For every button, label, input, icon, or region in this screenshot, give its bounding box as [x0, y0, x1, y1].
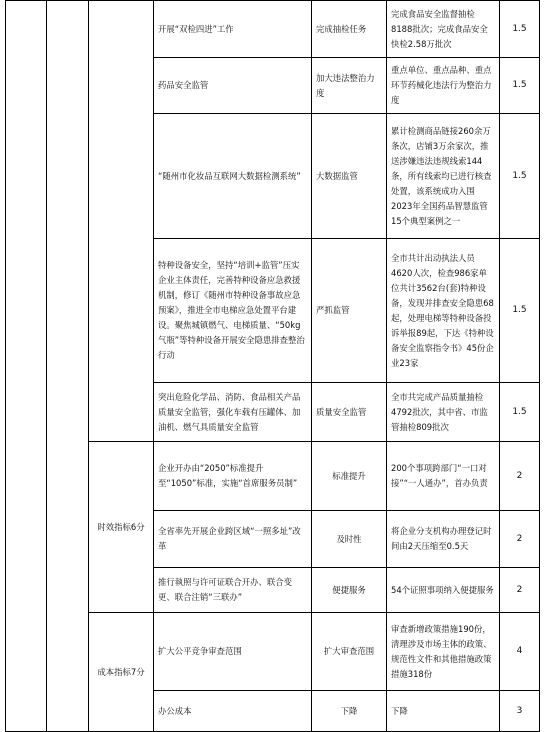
row-content: “随州市化妆品互联网大数据检测系统”: [158, 170, 301, 181]
row-content: 全省率先开展企业跨区域“一照多址”改革: [158, 526, 301, 551]
group-label-cost: 成本指标7分: [97, 666, 145, 677]
row-category: 下降: [340, 705, 358, 716]
row-content: 扩大公平竞争审查范围: [158, 646, 242, 656]
group-label-timeliness: 时效指标6分: [97, 521, 145, 532]
row-category: 扩大审查范围: [323, 646, 375, 656]
row-category: 及时性: [336, 533, 362, 544]
row-score: 4: [516, 646, 523, 656]
row-score: 2: [516, 584, 523, 595]
row-result: 54个证照事项纳入便捷服务: [391, 584, 494, 595]
row-category: 大数据监管: [316, 170, 358, 181]
row-score: 1.5: [512, 406, 527, 417]
row-content: 企业开办由“2050”标准提升至“1050”标准，实施“首席服务员制”: [158, 463, 298, 488]
row-result: 将企业分支机构办理登记时间由2天压缩至0.5天: [391, 526, 492, 551]
row-result: 累计检测商品链接260余万条次，店铺3万余家次，推送涉嫌违法违规线索144条，所有线索均已进行核查处置，该系统成功入围2023年全国药品智慧监管15个典型案例之一: [391, 125, 492, 226]
row-content: 开展“双检四进”工作: [158, 23, 234, 34]
row-content: 推行執照与许可证联合开办、联合变更、联合注销“三联办”: [158, 577, 292, 602]
row-result: 全市共完成产品质量抽检4792批次，其中省、市监管抽检809批次: [391, 391, 488, 432]
row-category: 完成抽检任务: [316, 23, 367, 34]
row-score: 3: [516, 705, 523, 716]
row-category: 严抓监管: [316, 305, 350, 315]
row-content: 办公成本: [158, 705, 192, 716]
row-content: 特种设备安全，坚持“培训+监管”压实企业主体责任，完善特种设备应急救援机制，修订《随州市特种设备事故应急预案》，推进全市电梯应急处置平台建设。聚焦城镇燃气、电梯质量、“50kg气瓶”等特种设备开展安全隐患排查整治行动: [158, 260, 305, 360]
row-result: 200个事项跨部门“一口对接”“一人通办”，首办负责: [391, 463, 488, 488]
row-result: 审查新增政策措施190份，清理涉及市场主体的政策、规范性文件和其他措施政策措施318份: [391, 623, 492, 679]
row-score: 1.5: [512, 80, 527, 90]
row-result: 全市共计出动执法人员4620人次，检查986家单位共计3562台(套)特种设备，发现并排查安全隐患68起，处理电梯等特种设备投诉举报89起，下达《特种设备安全监察指令书》45份企业23家: [391, 252, 494, 368]
row-score: 2: [516, 470, 523, 481]
row-category: 加大违法整治力度: [316, 72, 375, 98]
row-content: 药品安全监管: [158, 80, 209, 90]
row-result: 下降: [391, 705, 408, 716]
row-category: 便捷服务: [332, 584, 366, 595]
row-result: 完成食品安全监督抽检8188批次；完成食品安全快检2.58万批次: [391, 8, 488, 49]
row-score: 1.5: [512, 305, 527, 315]
row-score: 1.5: [512, 23, 527, 34]
row-result: 重点单位、重点品种、重点环节药械化违法行为整治力度: [391, 65, 492, 105]
row-category: 标准提升: [332, 470, 366, 481]
row-score: 2: [516, 533, 523, 544]
row-content: 突出危险化学品、消防、食品相关产品质量安全监管，强化车载有压罐体、加油机、燃气具质量安全监管: [158, 391, 301, 432]
row-score: 1.5: [512, 170, 527, 181]
row-category: 质量安全监管: [316, 406, 367, 417]
